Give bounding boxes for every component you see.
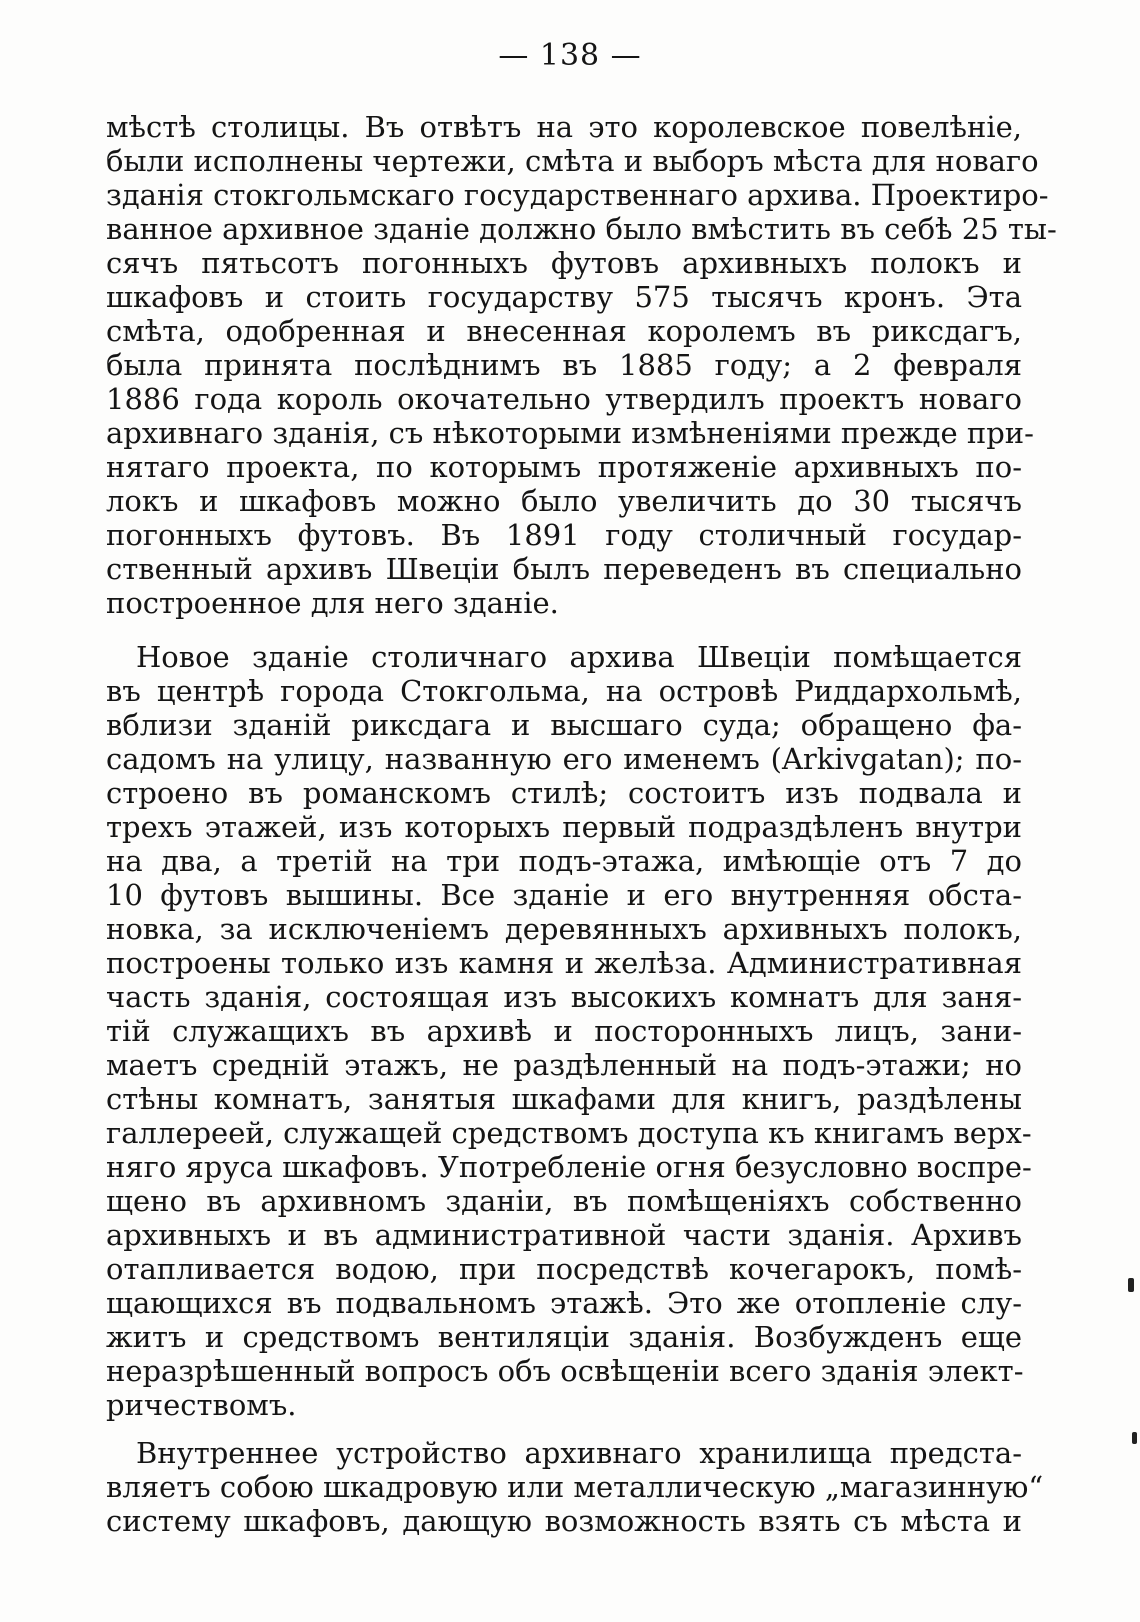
paragraph-2 (106, 640, 1032, 1422)
text-line: локъ и шкафовъ можно было увеличить до 30 тысячъ (106, 484, 1022, 518)
text-line: смѣта, одобренная и внесенная королемъ въ риксдагъ, (106, 314, 1022, 348)
paragraph-3 (106, 1436, 1044, 1538)
text-line: 10 футовъ вышины. Все зданіе и его внутренняя обста- (106, 878, 1022, 912)
scan-edge-mark (1128, 1278, 1134, 1292)
text-line: вблизи зданій риксдага и высшаго суда; обращено фа- (106, 708, 1022, 742)
text-line: новка, за исключеніемъ деревянныхъ архивныхъ полокъ, (106, 912, 1022, 946)
text-line: вляетъ собою шкадровую или металлическую „магазинную“ (106, 1470, 1044, 1504)
text-line: няго яруса шкафовъ. Употребленіе огня безусловно воспре- (106, 1150, 1032, 1184)
text-line: построены только изъ камня и желѣза. Административная (106, 946, 1022, 980)
page-number: — 138 — (498, 38, 642, 73)
text-line: были исполнены чертежи, смѣта и выборъ мѣста для новаго (106, 144, 1039, 178)
text-line: галлереей, служащей средствомъ доступа къ книгамъ верх- (106, 1116, 1032, 1150)
text-line: часть зданія, состоящая изъ высокихъ комнатъ для заня- (106, 980, 1022, 1014)
text-line: мѣстѣ столицы. Въ отвѣтъ на это королевское повелѣніе, (106, 110, 1022, 144)
text-line: шкафовъ и стоить государству 575 тысячъ кронъ. Эта (106, 280, 1022, 314)
text-line: маетъ средній этажъ, не раздѣленный на подъ-этажи; но (106, 1048, 1022, 1082)
text-line: построенное для него зданіе. (106, 586, 559, 620)
text-line: нятаго проекта, по которымъ протяженіе архивныхъ по- (106, 450, 1022, 484)
text-line: Внутреннее устройство архивнаго хранилища предста- (136, 1436, 1022, 1470)
text-line: щено въ архивномъ зданіи, въ помѣщеніяхъ собственно (106, 1184, 1022, 1218)
text-line: 1886 года король окочательно утвердилъ проектъ новаго (106, 382, 1022, 416)
text-line: тій служащихъ въ архивѣ и посторонныхъ лицъ, зани- (106, 1014, 1022, 1048)
text-line: Новое зданіе столичнаго архива Швеціи помѣщается (136, 640, 1022, 674)
text-line: на два, а третій на три подъ-этажа, имѣющіе отъ 7 до (106, 844, 1022, 878)
text-line: стѣны комнатъ, занятыя шкафами для книгъ, раздѣлены (106, 1082, 1022, 1116)
text-line: отапливается водою, при посредствѣ кочегарокъ, помѣ- (106, 1252, 1022, 1286)
text-line: ванное архивное зданіе должно было вмѣстить въ себѣ 25 ты- (106, 212, 1057, 246)
paragraph-1 (106, 110, 1057, 620)
text-line: ричествомъ. (106, 1388, 297, 1422)
text-line: въ центрѣ города Стокгольма, на островѣ Риддархольмѣ, (106, 674, 1022, 708)
text-line: строено въ романскомъ стилѣ; состоитъ изъ подвала и (106, 776, 1022, 810)
text-line: трехъ этажей, изъ которыхъ первый подраздѣленъ внутри (106, 810, 1022, 844)
scan-edge-mark (1132, 1432, 1137, 1444)
text-line: систему шкафовъ, дающую возможность взять съ мѣста и (106, 1504, 1022, 1538)
text-line: сячъ пятьсотъ погонныхъ футовъ архивныхъ полокъ и (106, 246, 1022, 280)
text-line: была принята послѣднимъ въ 1885 году; а 2 февраля (106, 348, 1022, 382)
text-line: зданія стокгольмскаго государственнаго архива. Проектиро- (106, 178, 1049, 212)
text-line: житъ и средствомъ вентиляціи зданія. Возбужденъ еще (106, 1320, 1022, 1354)
text-line: архивнаго зданія, съ нѣкоторыми измѣненіями прежде при- (106, 416, 1034, 450)
text-line: садомъ на улицу, названную его именемъ (Arkivgatan); по- (106, 742, 1022, 776)
text-line: архивныхъ и въ административной части зданія. Архивъ (106, 1218, 1022, 1252)
text-line: щающихся въ подвальномъ этажѣ. Это же отопленіе слу- (106, 1286, 1022, 1320)
text-line: неразрѣшенный вопросъ объ освѣщеніи всего зданія элект- (106, 1354, 1024, 1388)
text-line: погонныхъ футовъ. Въ 1891 году столичный государ- (106, 518, 1022, 552)
text-line: ственный архивъ Швеціи былъ переведенъ въ специально (106, 552, 1022, 586)
